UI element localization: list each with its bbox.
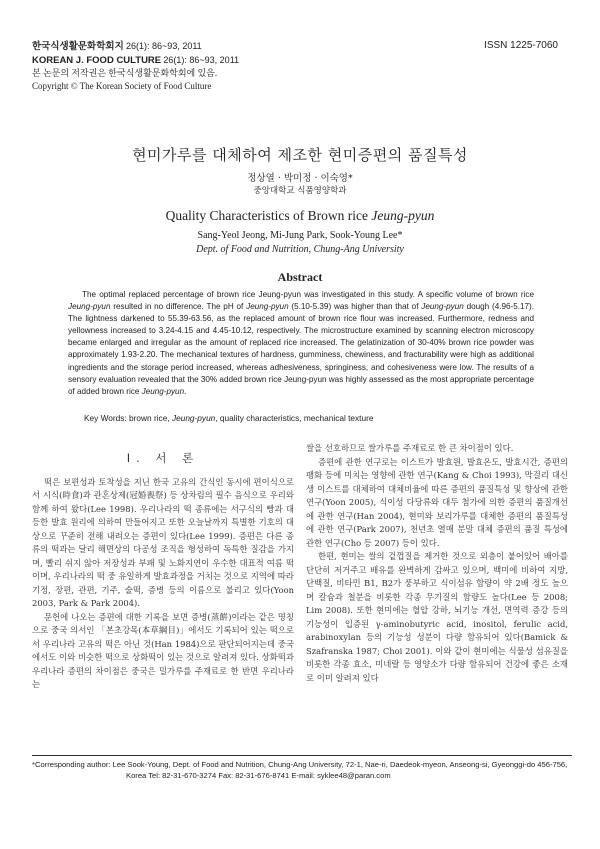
paragraph: 한편, 현미는 쌀의 겉껍질을 제거한 것으로 외층이 붙어있어 배아를 단단히 저거주고 배유를 완벽하게 감싸고 있으며, 백미에 비하여 지방, 단백질, 비타민 B1, B2가 풍부하고 식이섬유 함량이 약 2배 정도 높으며 칼슘과 철분을 비롯한 각종 무기질의 함량도 높다(Lee 등 2008; Lim 2008). 또한 현미에는 혈압 강하, 뇌기능 개선, 면역력 증강 등의 기능성이 입증된 γ-aminobutyric acid, inositol, ferulic acid, arabinoxylan 등의 기능성 성분이 다량 함유되어 있다(Bamick & Szafranska 1987; Choi 2001). 이와 같이 현미에는 식물성 섬유질을 비롯한 각종 효소, 미네랄 등 영양소가 다량 함유되어 건강에 좋은 소재로 이미 알려져 있다 [306,551,568,683]
copyright-notice: 본 논문의 저작권은 한국식생활문화학회에 있음. [32,68,218,78]
title-english-italic: Jeung-pyun [371,208,435,223]
abstract-italic: Jeung-pyun [68,302,111,312]
title-korean: 현미가루를 대체하여 제조한 현미증편의 품질특성 [132,146,468,164]
section-heading: I. 서 론 [126,451,200,465]
authors-korean: 정상열 · 박미정 · 이숙영* [247,173,353,184]
corresponding-author-footnote [32,759,572,781]
journal-header [32,40,239,92]
paragraph: 떡은 보편성과 토착성을 지닌 한국 고유의 간식인 동시에 편이식으로서 시식(時食)과 관혼상제(冠婚喪祭) 등 상차림의 필수 음식으로 우리와 함께 하여 왔다(Lee 1998). 우리나라의 떡 종류에는 서구식의 빵과 대등한 발효 원리에 의하여 만들어지고 또한 오늘날까지 특별한 기호의 대상으로 꾸준히 전해 내려오는 증편이 있다(Lee 1999). 증편은 다른 종류의 떡과는 달리 해면상의 다공성 조직을 형성하여 독특한 질감을 가지며, 빨리 쉬지 않아 저장성과 부패 및 노화지연이 우수한 대표적 여름 떡이며, 우리나라의 떡 중 유일하게 발효과정을 거치는 것으로 지역에 따라 기정, 장편, 관편, 기주, 술떡, 증병 등의 이름으로 불리고 있다(Yoon 2003, Park & Park 2004). [32,476,294,608]
copyright-line: Copyright © The Korean Society of Food Culture [32,80,212,91]
footnote-line: *Corresponding author: Lee Sook-Young, Dept. of Food and Nutrition, Chung-Ang University, 72-1, Nae-ri, Daedeok-myeon, Anseong-si, Gyeonggi-do 456-756, [32,760,568,769]
volume-en: 26(1): 86~93, 2011 [163,54,240,65]
keywords [84,413,373,423]
affiliation-korean: 중앙대학교 식품영양학과 [253,186,347,196]
abstract [68,289,534,398]
abstract-text: dough (4.96-5.17). The lightness darkened to 55.39-63.56, as the replaced amount of brown rice flour was increased. Furthermore, redness and yellowness increased to 3.24-4.15 and 4.45-10.12, respectively. The microstructure examined by scanning electron microscopy became enlarged and irregular as the amount of replaced rice increased. The gelatinization of 30-40% brown rice powder was approximately 1.93-2.20. The mechanical textures of hardness, gumminess, chewiness, and fracturability were high as additional ingredients and the storage period increased, whereas adhesiveness, springiness, and cohesiveness were low. The results of a sensory evaluation revealed that the 30% added brown rice Jeung-pyun was highly assessed as the most appropriate percentage of added brown rice [68,302,534,396]
left-column [32,452,294,692]
abstract-text: . [184,386,187,396]
keywords-text: , quality characteristics, mechanical texture [215,413,374,423]
footnote-divider [32,755,572,756]
journal-name-en: KOREAN J. FOOD CULTURE [32,54,162,66]
abstract-text: The optimal replaced percentage of brown rice Jeung-pyun was investigated in this study. A specific volume of brown rice [82,290,534,299]
title-english-text: Quality Characteristics of Brown rice [165,208,372,223]
issn: ISSN 1225-7060 [484,40,558,51]
right-column [306,442,568,685]
abstract-heading: Abstract [277,270,323,284]
title-english [0,208,600,224]
paragraph: 쌀을 선호하므로 쌀가루를 주재료로 한 큰 차이점이 있다. [306,443,514,453]
volume-ko: 26(1): 86~93, 2011 [126,41,202,51]
keywords-italic: Jeung-pyun [171,413,216,423]
authors-english: Sang-Yeol Jeong, Mi-Jung Park, Sook-Young Lee* [197,230,403,241]
journal-name-ko: 한국식생활문화학회지 [32,41,124,52]
abstract-italic: Jeung-pyun [141,386,185,396]
abstract-italic: Jeung-pyun [421,302,464,312]
abstract-text: (5.10-5.39) was higher than that of [288,302,422,312]
abstract-italic: Jeung-pyun [246,302,289,312]
paragraph: 증편에 관한 연구로는 이스트가 발효원, 발효온도, 발효시간, 증편의 팽화 등에 미치는 영향에 관한 연구(Kang & Choi 1993), 막걸리 대신 생 이스트를 대체하여 대체비율에 따른 증편의 품질특성 및 향상에 관한 연구(Yoon 2005), 식이성 다당류와 대두 첨가에 의한 증편의 품질개선에 관한 연구(Han 2004), 현미와 보리가루를 대체한 증편의 품질특성에 관한 연구(Park 2007), 천년초 열매 분말 대체 증편의 품질 특성에 관한 연구(Cho 등 2007) 등이 있다. [306,456,568,548]
keywords-label: Key Words: [84,413,130,423]
paragraph: 문헌에 나오는 증편에 대한 기록을 보면 증병(蒸餠)이라는 같은 명칭으로 중국 의서인 「본초강목(本草綱目)」에서도 기록되어 있는 떡으로서 우리나라 고유의 떡은 아닌 것(Han 1984)으로 판단되어지는데 중국에서도 이와 비슷한 떡으로 상화떡이 있는 것으로 알려져 있다. 상화떡과 우리나라 증편의 차이점은 중국은 밀가루를 주재료로 한 반면 우리나라는 [32,611,294,689]
footnote-line: Korea Tel: 82-31-670-3274 Fax: 82-31-676-8741 E-mail: syklee48@paran.com [126,771,391,780]
affiliation-english: Dept. of Food and Nutrition, Chung-Ang University [196,244,404,255]
abstract-text: resulted in no difference. The pH of [110,302,247,312]
keywords-text: brown rice, [129,413,172,423]
